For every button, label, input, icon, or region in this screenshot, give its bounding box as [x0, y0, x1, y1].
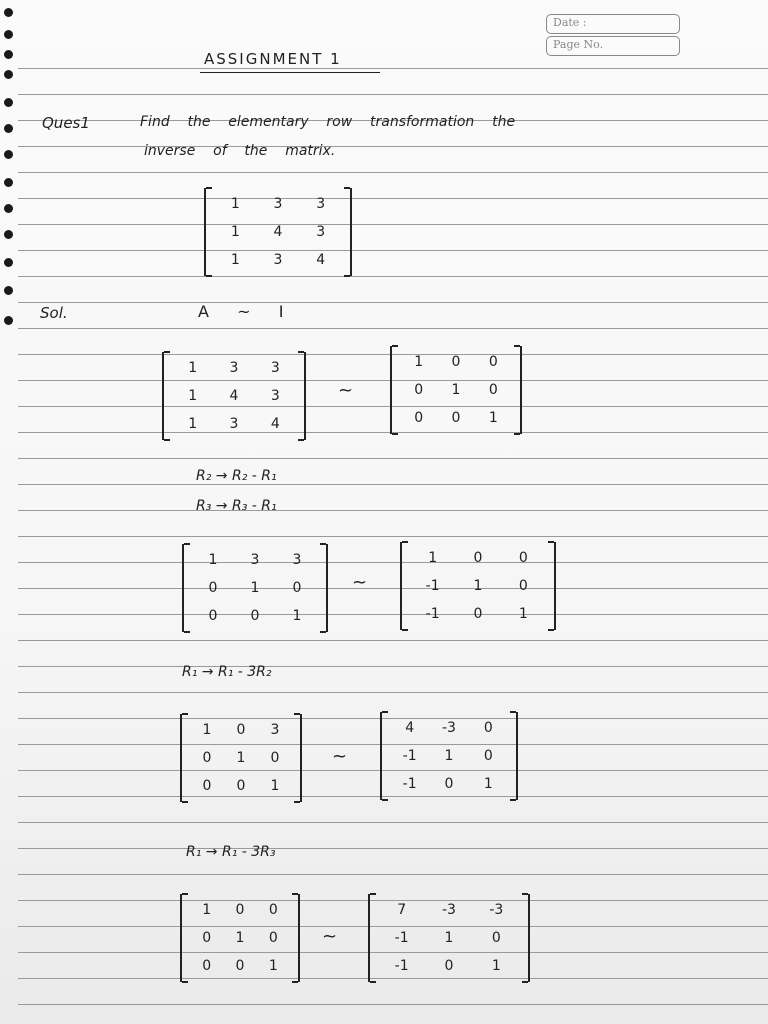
page-title: ASSIGNMENT 1 [204, 50, 342, 68]
row-operation-2: R₁ → R₁ - 3R₂ [182, 664, 272, 680]
matrix-cell: 1 [268, 958, 278, 974]
matrix-cell: 1 [202, 902, 212, 918]
matrix-cell: 1 [208, 552, 218, 568]
matrix-cell: 3 [270, 722, 280, 738]
matrix-cell: 0 [202, 750, 212, 766]
matrix-cell: 3 [229, 416, 239, 432]
matrix-a-step-2 [182, 544, 328, 632]
solution-label: Sol. [40, 304, 68, 322]
matrix-cell: 0 [414, 410, 424, 426]
matrix-bracket-serif [206, 275, 212, 277]
matrix-cell: 4 [270, 416, 280, 432]
matrix-cell: 1 [230, 224, 240, 240]
matrix-cell: 0 [483, 720, 493, 736]
matrix-bracket-serif [292, 981, 298, 983]
matrix-cell: 1 [230, 196, 240, 212]
matrix-cell: 1 [491, 958, 501, 974]
question-text-line-2: inverse of the matrix. [144, 143, 336, 159]
matrix-cell: 3 [270, 360, 280, 376]
matrix-bracket-serif [298, 351, 304, 353]
matrix-bracket-serif [510, 711, 516, 713]
matrix-cell: 0 [250, 608, 260, 624]
matrix-i-step-3 [380, 712, 518, 800]
matrix-cell: 4 [229, 388, 239, 404]
matrix-cell: 7 [397, 902, 407, 918]
matrix-bracket-serif [292, 893, 298, 895]
matrix-cell: 0 [208, 608, 218, 624]
equivalence-symbol-1: ~ [338, 380, 354, 401]
matrix-cell: 0 [491, 930, 501, 946]
matrix-cell: 0 [202, 930, 212, 946]
title-underline [200, 72, 380, 73]
matrix-bracket-serif [298, 439, 304, 441]
matrix-cell: -1 [402, 776, 417, 792]
matrix-cell: 0 [473, 606, 483, 622]
matrix-cell: 0 [451, 354, 461, 370]
matrix-bracket-serif [182, 801, 188, 803]
matrix-cell: 0 [414, 382, 424, 398]
matrix-cell: 0 [268, 902, 278, 918]
matrix-i-step-2 [400, 542, 556, 630]
matrix-cell: 0 [444, 776, 454, 792]
matrix-cell: 0 [483, 748, 493, 764]
matrix-cell: 0 [235, 958, 245, 974]
matrix-bracket-serif [510, 799, 516, 801]
matrix-a-step-4 [180, 894, 300, 982]
matrix-cell: 0 [444, 958, 454, 974]
matrix-cell: 3 [273, 252, 283, 268]
matrix-cell: 0 [268, 930, 278, 946]
page-number-box: Page No. [546, 36, 680, 56]
matrix-cell: 4 [316, 252, 326, 268]
matrix-cell: 0 [488, 382, 498, 398]
matrix-cell: 0 [518, 550, 528, 566]
matrix-bracket-serif [382, 799, 388, 801]
matrix-cell: -1 [425, 578, 440, 594]
matrix-cell: -1 [394, 930, 409, 946]
matrix-cell: 3 [316, 224, 326, 240]
matrix-cell: 3 [270, 388, 280, 404]
matrix-cell: 3 [229, 360, 239, 376]
matrix-cell: 1 [473, 578, 483, 594]
matrix-cell: 1 [414, 354, 424, 370]
matrix-bracket-serif [402, 629, 408, 631]
matrix-bracket-serif [184, 631, 190, 633]
matrix-bracket-serif [370, 893, 376, 895]
matrix-bracket-serif [164, 351, 170, 353]
matrix-cell: 3 [316, 196, 326, 212]
question-text-line-1: Find the elementary row transformation the [140, 114, 516, 130]
matrix-cell: -3 [442, 902, 456, 918]
matrix-cell: 3 [292, 552, 302, 568]
row-operation-1b: R₃ → R₃ - R₁ [196, 498, 277, 514]
matrix-cell: -3 [489, 902, 504, 918]
matrix-cell: 1 [444, 930, 454, 946]
matrix-cell: 4 [405, 720, 415, 736]
matrix-bracket-serif [514, 345, 520, 347]
matrix-cell: 1 [230, 252, 240, 268]
matrix-cell: 1 [236, 750, 246, 766]
matrix-cell: 0 [208, 580, 218, 596]
matrix-bracket-serif [392, 433, 398, 435]
matrix-cell: 3 [250, 552, 260, 568]
matrix-bracket-serif [294, 801, 300, 803]
matrix-cell: 0 [473, 550, 483, 566]
matrix-cell: 0 [292, 580, 302, 596]
matrix-cell: 0 [518, 578, 528, 594]
matrix-bracket-serif [402, 541, 408, 543]
matrix-bracket-serif [294, 713, 300, 715]
matrix-cell: 0 [202, 958, 212, 974]
matrix-cell: 1 [235, 930, 245, 946]
matrix-cell: -3 [442, 720, 456, 736]
matrix-bracket-serif [382, 711, 388, 713]
equivalence-symbol-3: ~ [332, 746, 348, 767]
matrix-bracket-serif [548, 541, 554, 543]
question-label: Ques1 [42, 114, 90, 132]
matrix-bracket-serif [522, 893, 528, 895]
matrix-cell: 0 [488, 354, 498, 370]
matrix-bracket-serif [392, 345, 398, 347]
matrix-bracket-serif [184, 543, 190, 545]
matrix-cell: 1 [188, 360, 198, 376]
matrix-cell: 1 [451, 382, 461, 398]
matrix-bracket-serif [344, 187, 350, 189]
matrix-cell: -1 [394, 958, 409, 974]
matrix-bracket-serif [548, 629, 554, 631]
equivalence-symbol-2: ~ [352, 572, 368, 593]
matrix-bracket-serif [522, 981, 528, 983]
row-operation-1a: R₂ → R₂ - R₁ [196, 468, 277, 484]
matrix-cell: 0 [236, 722, 246, 738]
matrix-cell: -1 [425, 606, 440, 622]
matrix-a-step-3 [180, 714, 302, 802]
matrix-cell: 0 [235, 902, 245, 918]
matrix-bracket-serif [182, 893, 188, 895]
matrix-cell: 0 [451, 410, 461, 426]
matrix-cell: 4 [273, 224, 283, 240]
matrix-bracket-serif [164, 439, 170, 441]
matrix-i-step-4 [368, 894, 530, 982]
matrix-cell: 1 [250, 580, 260, 596]
matrix-bracket-serif [320, 543, 326, 545]
matrix-bracket-serif [320, 631, 326, 633]
matrix-a-step-1 [162, 352, 306, 440]
matrix-cell: 0 [202, 778, 212, 794]
matrix-bracket-serif [514, 433, 520, 435]
matrix-cell: 1 [518, 606, 528, 622]
matrix-cell: 1 [292, 608, 302, 624]
matrix-cell: 1 [428, 550, 438, 566]
equivalence-symbol-4: ~ [322, 926, 338, 947]
matrix-bracket-serif [344, 275, 350, 277]
matrix-cell: 1 [488, 410, 498, 426]
matrix-bracket-serif [370, 981, 376, 983]
given-matrix [204, 188, 352, 276]
matrix-cell: 1 [188, 388, 198, 404]
matrix-cell: 1 [444, 748, 454, 764]
a-sim-i-heading: A ~ I [198, 302, 290, 321]
matrix-cell: 1 [483, 776, 493, 792]
matrix-cell: 3 [273, 196, 283, 212]
matrix-cell: -1 [402, 748, 417, 764]
matrix-bracket-serif [182, 981, 188, 983]
matrix-cell: 1 [270, 778, 280, 794]
row-operation-3: R₁ → R₁ - 3R₃ [186, 844, 276, 860]
matrix-cell: 1 [188, 416, 198, 432]
matrix-cell: 0 [270, 750, 280, 766]
matrix-bracket-serif [182, 713, 188, 715]
matrix-cell: 0 [236, 778, 246, 794]
matrix-i-step-1 [390, 346, 522, 434]
date-box: Date : [546, 14, 680, 34]
matrix-bracket-serif [206, 187, 212, 189]
matrix-cell: 1 [202, 722, 212, 738]
